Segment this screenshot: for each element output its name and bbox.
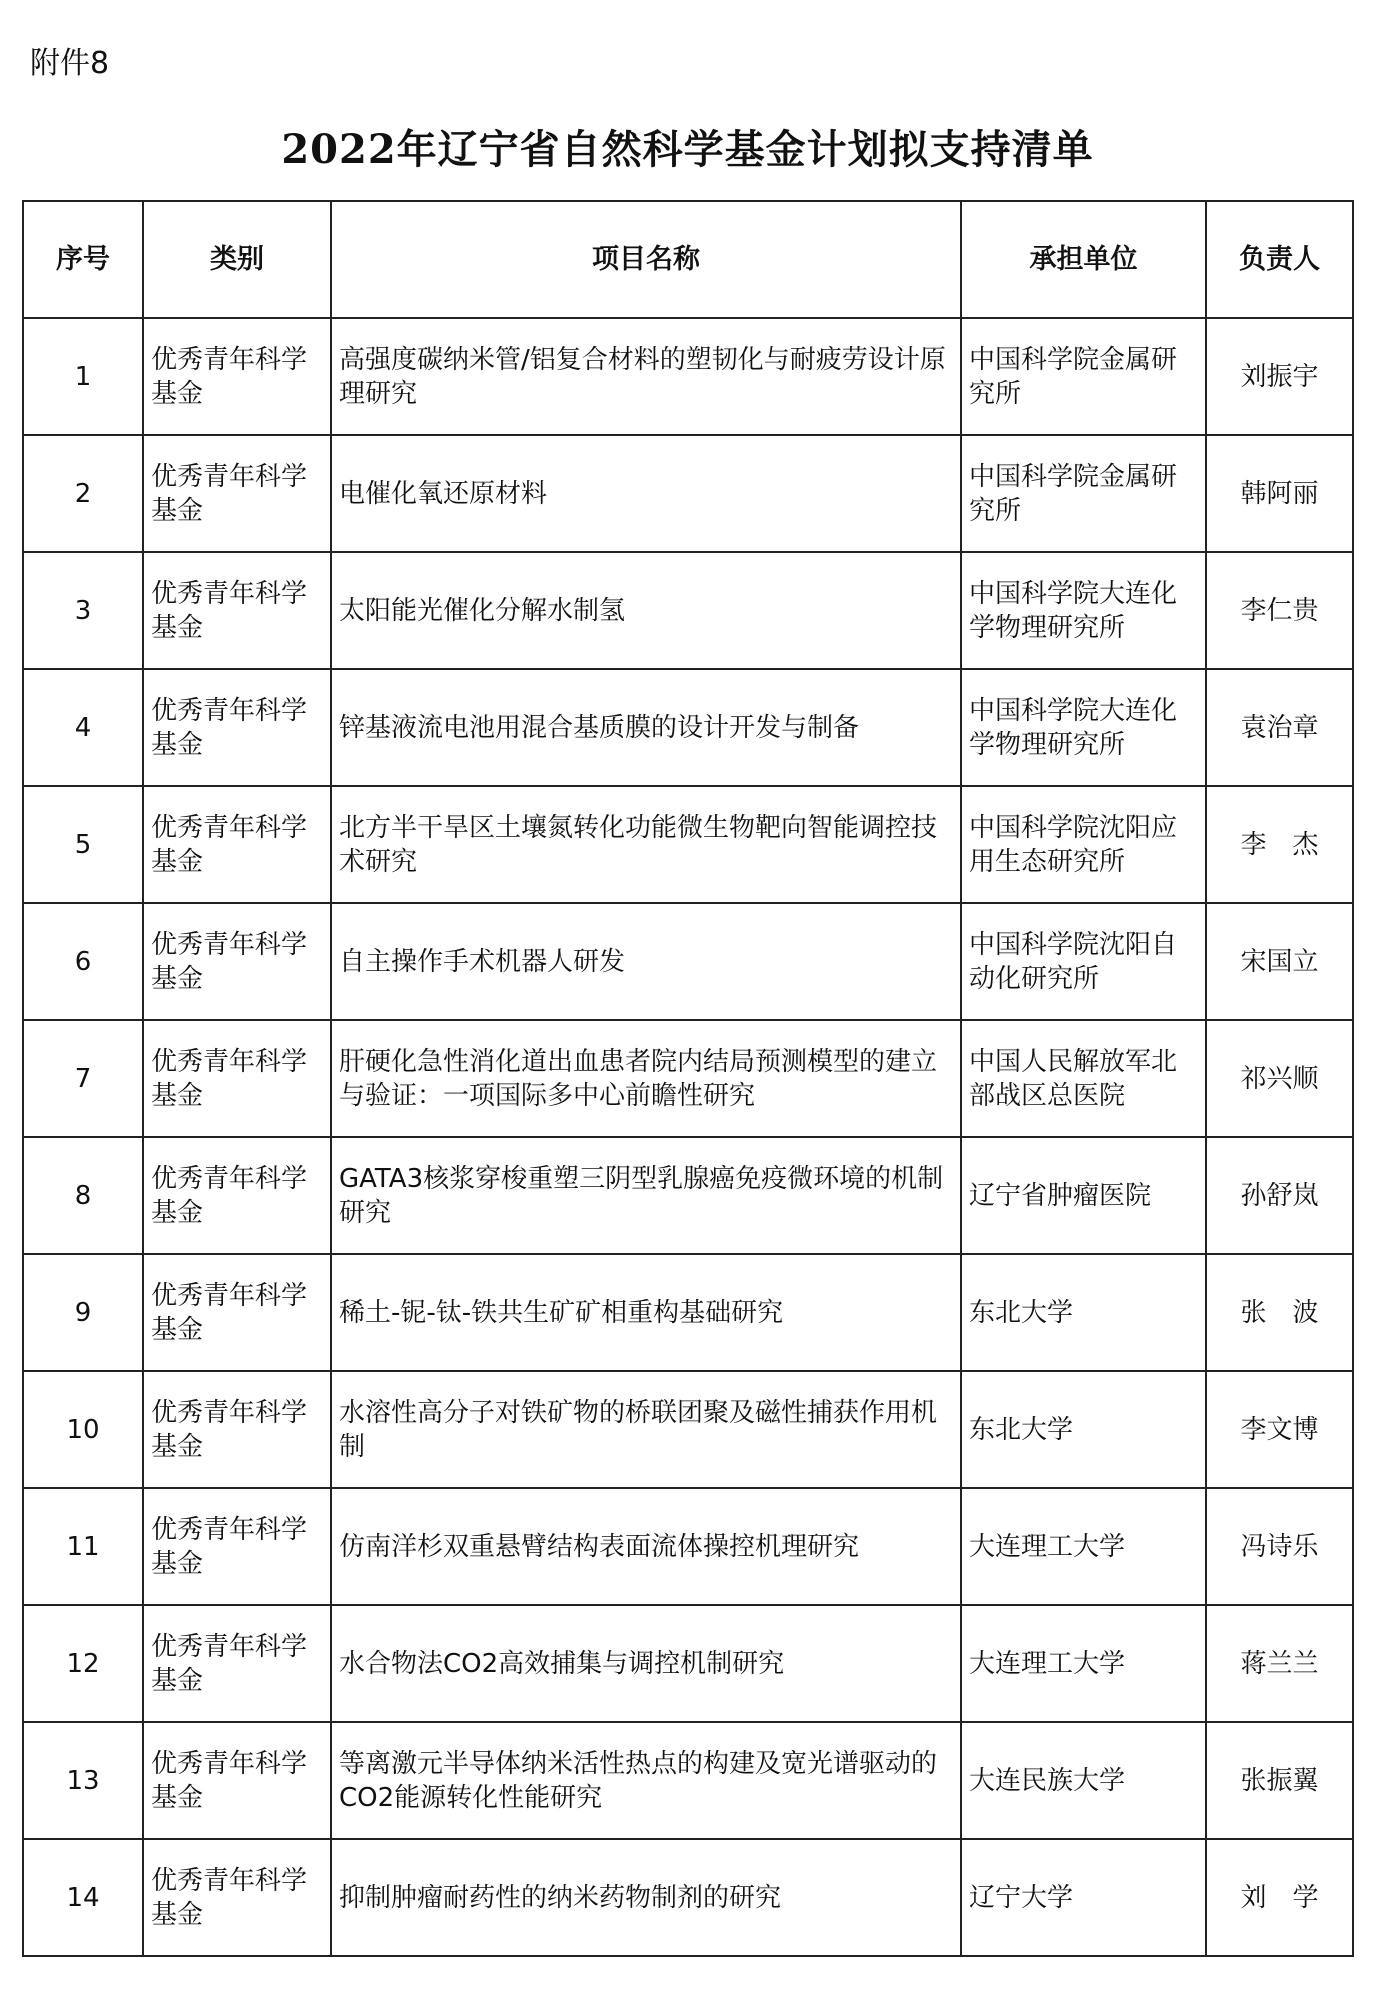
cell-category: 优秀青年科学基金: [143, 1137, 331, 1254]
cell-leader: 李 杰: [1206, 786, 1353, 903]
cell-project: 太阳能光催化分解水制氢: [331, 552, 961, 669]
cell-unit: 中国科学院金属研究所: [961, 435, 1206, 552]
cell-project: 仿南洋杉双重悬臂结构表面流体操控机理研究: [331, 1488, 961, 1605]
cell-unit: 大连理工大学: [961, 1488, 1206, 1605]
cell-unit: 中国科学院大连化学物理研究所: [961, 669, 1206, 786]
cell-no: 4: [23, 669, 143, 786]
table-row: [23, 435, 1353, 552]
header-leader: 负责人: [1206, 201, 1353, 318]
table-row: [23, 1488, 1353, 1605]
cell-category: 优秀青年科学基金: [143, 1605, 331, 1722]
cell-no: 6: [23, 903, 143, 1020]
table-row: [23, 786, 1353, 903]
cell-leader: 李仁贵: [1206, 552, 1353, 669]
cell-unit: 辽宁大学: [961, 1839, 1206, 1956]
cell-category: 优秀青年科学基金: [143, 1839, 331, 1956]
cell-leader: 张振翼: [1206, 1722, 1353, 1839]
cell-category: 优秀青年科学基金: [143, 786, 331, 903]
table-row: [23, 1137, 1353, 1254]
cell-project: 抑制肿瘤耐药性的纳米药物制剂的研究: [331, 1839, 961, 1956]
table-row: [23, 1722, 1353, 1839]
cell-category: 优秀青年科学基金: [143, 1722, 331, 1839]
cell-project: 水合物法CO2高效捕集与调控机制研究: [331, 1605, 961, 1722]
table-row: [23, 1605, 1353, 1722]
cell-category: 优秀青年科学基金: [143, 552, 331, 669]
cell-category: 优秀青年科学基金: [143, 669, 331, 786]
table-row: [23, 669, 1353, 786]
cell-category: 优秀青年科学基金: [143, 903, 331, 1020]
cell-leader: 冯诗乐: [1206, 1488, 1353, 1605]
cell-no: 2: [23, 435, 143, 552]
cell-unit: 辽宁省肿瘤医院: [961, 1137, 1206, 1254]
cell-category: 优秀青年科学基金: [143, 1254, 331, 1371]
cell-leader: 刘振宇: [1206, 318, 1353, 435]
cell-no: 1: [23, 318, 143, 435]
cell-unit: 中国科学院金属研究所: [961, 318, 1206, 435]
cell-unit: 大连理工大学: [961, 1605, 1206, 1722]
table-row: [23, 1020, 1353, 1137]
page-title: 2022年辽宁省自然科学基金计划拟支持清单: [281, 126, 1094, 173]
cell-no: 7: [23, 1020, 143, 1137]
table-header-row: [23, 201, 1353, 318]
cell-no: 12: [23, 1605, 143, 1722]
cell-project: 自主操作手术机器人研发: [331, 903, 961, 1020]
cell-leader: 张 波: [1206, 1254, 1353, 1371]
attachment-label: 附件8: [30, 46, 110, 81]
table-row: [23, 1839, 1353, 1956]
cell-unit: 中国人民解放军北部战区总医院: [961, 1020, 1206, 1137]
cell-unit: 大连民族大学: [961, 1722, 1206, 1839]
cell-no: 11: [23, 1488, 143, 1605]
cell-project: 锌基液流电池用混合基质膜的设计开发与制备: [331, 669, 961, 786]
cell-no: 9: [23, 1254, 143, 1371]
cell-no: 13: [23, 1722, 143, 1839]
cell-category: 优秀青年科学基金: [143, 435, 331, 552]
header-category: 类别: [143, 201, 331, 318]
cell-no: 10: [23, 1371, 143, 1488]
cell-leader: 李文博: [1206, 1371, 1353, 1488]
table-row: [23, 903, 1353, 1020]
cell-project: 稀土-铌-钛-铁共生矿矿相重构基础研究: [331, 1254, 961, 1371]
header-unit: 承担单位: [961, 201, 1206, 318]
cell-category: 优秀青年科学基金: [143, 1488, 331, 1605]
cell-unit: 中国科学院沈阳应用生态研究所: [961, 786, 1206, 903]
cell-project: 北方半干旱区土壤氮转化功能微生物靶向智能调控技术研究: [331, 786, 961, 903]
cell-leader: 宋国立: [1206, 903, 1353, 1020]
cell-unit: 中国科学院大连化学物理研究所: [961, 552, 1206, 669]
cell-leader: 刘 学: [1206, 1839, 1353, 1956]
cell-leader: 祁兴顺: [1206, 1020, 1353, 1137]
cell-leader: 孙舒岚: [1206, 1137, 1353, 1254]
table-row: [23, 1371, 1353, 1488]
cell-project: 肝硬化急性消化道出血患者院内结局预测模型的建立与验证：一项国际多中心前瞻性研究: [331, 1020, 961, 1137]
cell-project: 高强度碳纳米管/铝复合材料的塑韧化与耐疲劳设计原理研究: [331, 318, 961, 435]
table-row: [23, 1254, 1353, 1371]
table-row: [23, 552, 1353, 669]
cell-category: 优秀青年科学基金: [143, 1020, 331, 1137]
cell-project: GATA3核浆穿梭重塑三阴型乳腺癌免疫微环境的机制研究: [331, 1137, 961, 1254]
cell-leader: 袁治章: [1206, 669, 1353, 786]
cell-unit: 东北大学: [961, 1254, 1206, 1371]
cell-category: 优秀青年科学基金: [143, 318, 331, 435]
cell-leader: 韩阿丽: [1206, 435, 1353, 552]
cell-project: 电催化氧还原材料: [331, 435, 961, 552]
header-project: 项目名称: [331, 201, 961, 318]
cell-leader: 蒋兰兰: [1206, 1605, 1353, 1722]
cell-project: 水溶性高分子对铁矿物的桥联团聚及磁性捕获作用机制: [331, 1371, 961, 1488]
cell-unit: 东北大学: [961, 1371, 1206, 1488]
table-row: [23, 318, 1353, 435]
cell-category: 优秀青年科学基金: [143, 1371, 331, 1488]
cell-project: 等离激元半导体纳米活性热点的构建及宽光谱驱动的CO2能源转化性能研究: [331, 1722, 961, 1839]
funding-table: [22, 200, 1354, 1957]
cell-unit: 中国科学院沈阳自动化研究所: [961, 903, 1206, 1020]
cell-no: 8: [23, 1137, 143, 1254]
cell-no: 5: [23, 786, 143, 903]
cell-no: 14: [23, 1839, 143, 1956]
cell-no: 3: [23, 552, 143, 669]
header-no: 序号: [23, 201, 143, 318]
